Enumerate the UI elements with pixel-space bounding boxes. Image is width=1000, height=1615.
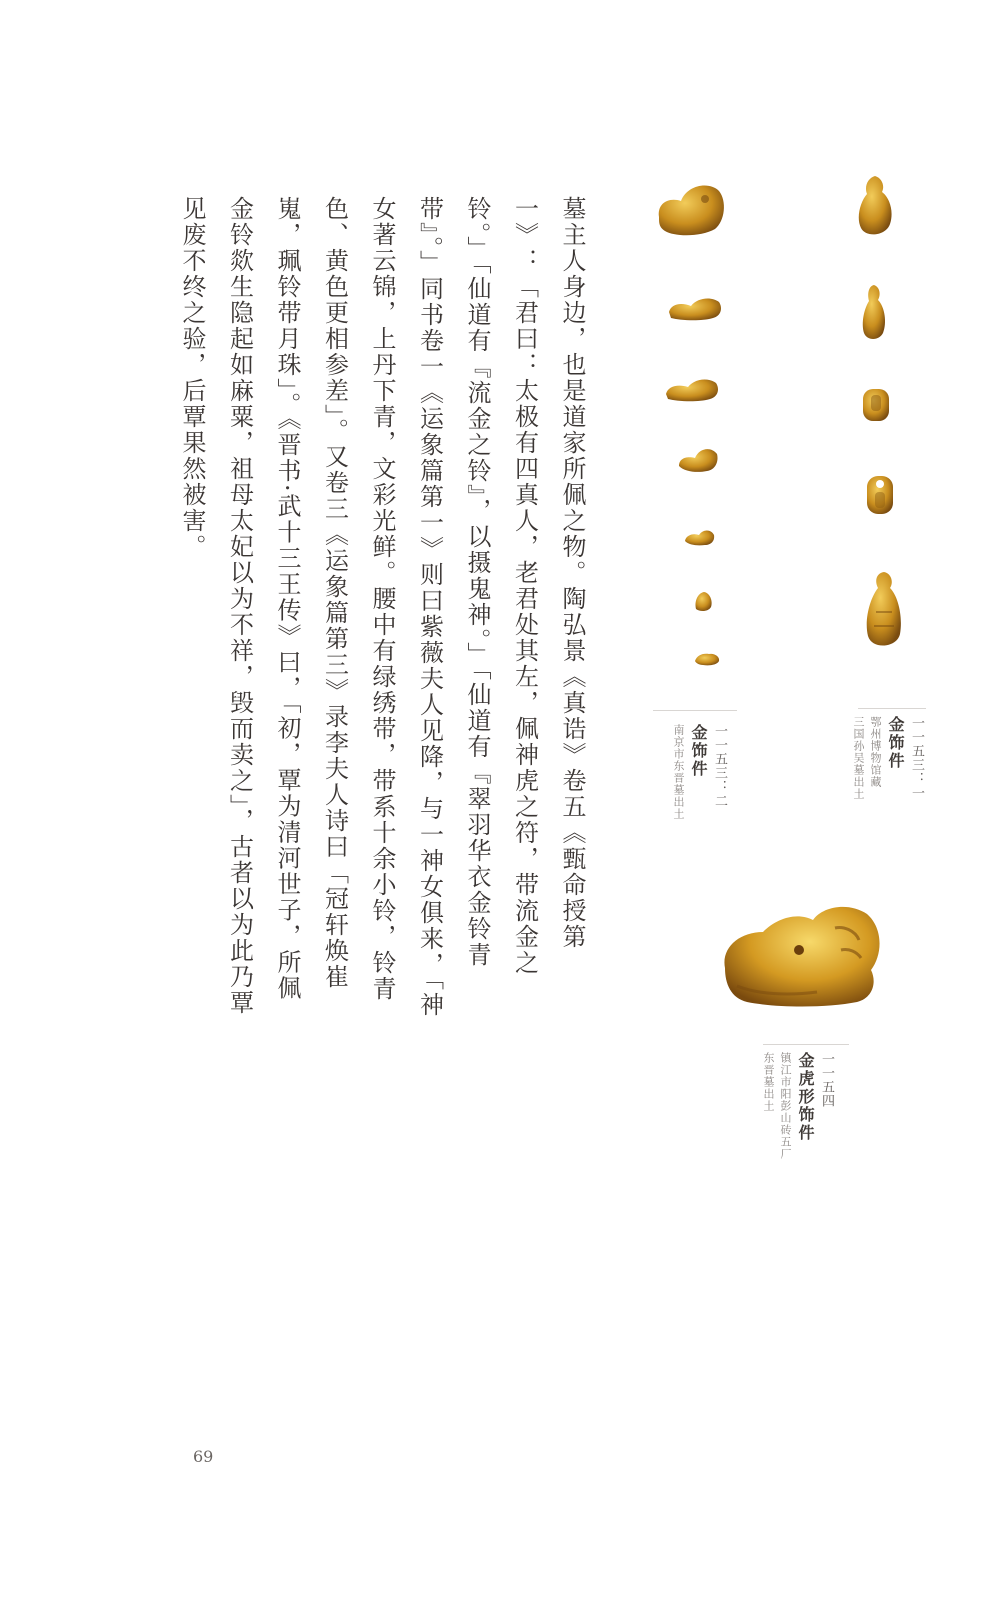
caption-1153-1 — [850, 716, 926, 816]
gold-bell-image — [859, 385, 893, 425]
gold-animal-image — [677, 444, 719, 474]
caption-source: 南京市东晋墓出土 — [672, 724, 685, 820]
gold-animal-image — [693, 649, 721, 667]
caption-source-2: 东晋墓出土 — [762, 1052, 775, 1112]
caption-number: 一一五三：二 — [712, 724, 727, 808]
caption-source: 三国孙吴墓出土 — [852, 716, 865, 800]
gold-figurine-image — [860, 568, 908, 654]
caption-number: 一一五四 — [819, 1052, 834, 1108]
gold-animal-image — [664, 374, 720, 404]
caption-title: 金饰件 — [689, 724, 708, 778]
gold-animal-image — [667, 294, 723, 322]
caption-divider — [653, 710, 737, 711]
gold-animal-image — [653, 177, 727, 239]
caption-number: 一一五三：一 — [909, 716, 924, 800]
gold-bell-image — [862, 470, 898, 518]
page-number: 69 — [193, 1447, 214, 1466]
gold-tiger-image — [717, 898, 885, 1010]
gold-figurine-image — [857, 283, 891, 343]
caption-title: 金饰件 — [886, 716, 905, 770]
caption-divider — [763, 1044, 849, 1045]
body-paragraph: 墓主人身边，也是道家所佩之物。陶弘景《真诰》卷五《甄命授第一》：「君曰：太极有四真人，老君处其左，佩神虎之符，带流金之铃。」「仙道有『流金之铃』，以摄鬼神。」「仙道有『翠羽华衣金铃青带』。」同书卷一《运象篇第一》则曰紫薇夫人见降，与一神女俱来，「神女著云锦，上丹下青，文彩光鲜。腰中有绿绣带，带系十余小铃，铃青色、黄色更相参差」。又卷三《运象篇第三》录李夫人诗曰「冠轩焕崔嵬，珮铃带月珠」。《晋书·武十三王传》曰，「初，覃为清河世子，所佩金铃欻生隐起如麻粟，祖母太妃以为不祥，毁而卖之」，古者以为此乃覃见废不终之验，后覃果然被害。 — [178, 196, 586, 1018]
body-text — [168, 196, 596, 1026]
gold-figurine-image — [852, 172, 898, 242]
caption-collection: 鄂州博物馆藏 — [869, 716, 882, 788]
caption-1154 — [760, 1052, 836, 1177]
caption-1153-2 — [670, 724, 729, 834]
gold-animal-image — [683, 527, 715, 547]
gold-animal-image — [692, 589, 714, 613]
caption-divider — [858, 708, 926, 709]
caption-source: 镇江市阳彭山砖五厂 — [779, 1052, 792, 1160]
caption-title: 金虎形饰件 — [796, 1052, 815, 1142]
